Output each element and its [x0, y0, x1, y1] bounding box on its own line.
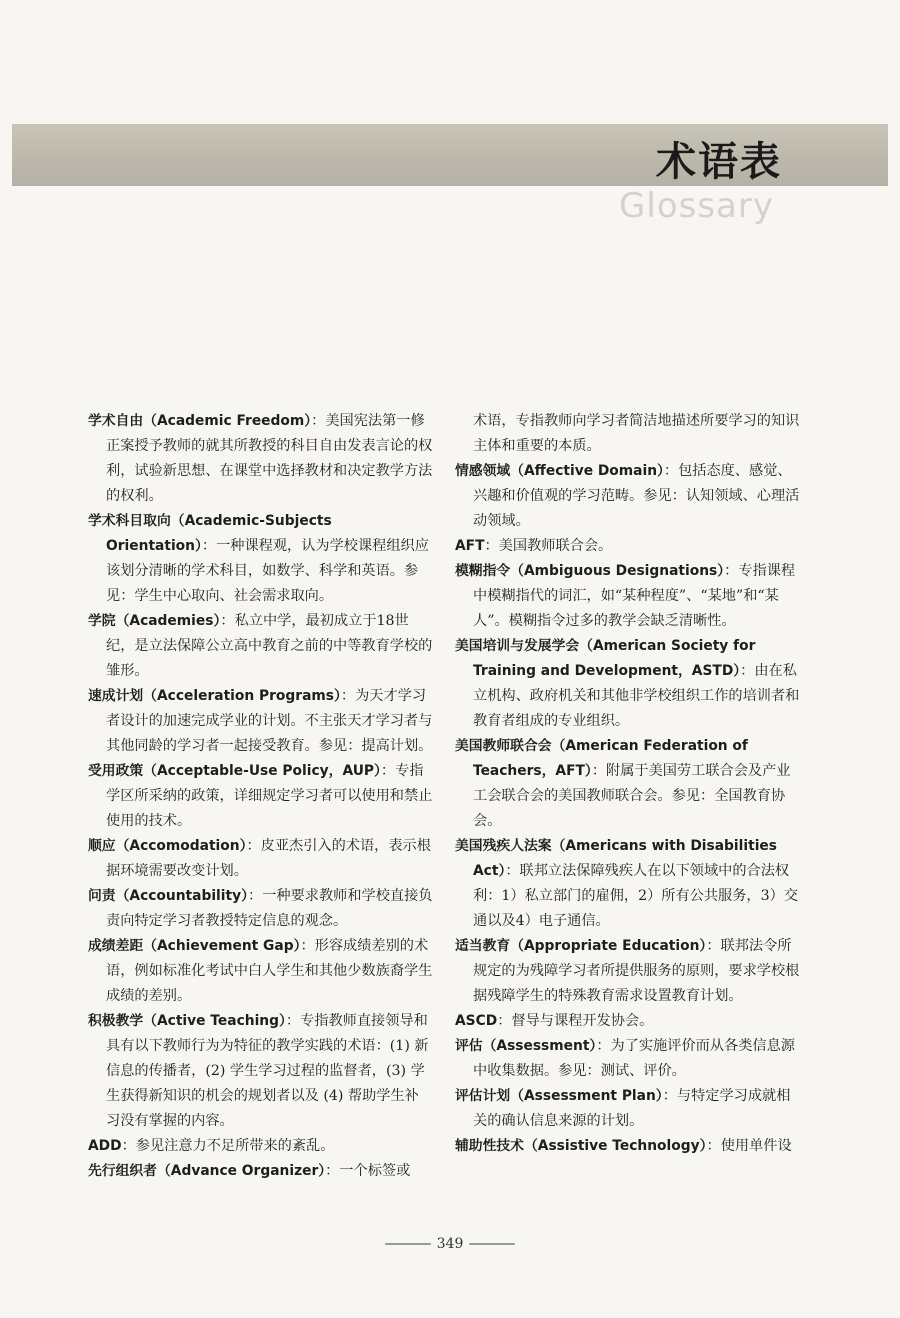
glossary-term: 受用政策（Acceptable-Use Policy，AUP）	[88, 763, 381, 779]
ornament-right	[469, 1243, 515, 1245]
glossary-definition: ：督导与课程开发协会。	[497, 1013, 654, 1029]
ornament-left	[385, 1243, 431, 1245]
glossary-entry	[455, 1084, 800, 1134]
glossary-column-right	[455, 409, 800, 1159]
glossary-entry	[455, 1034, 800, 1084]
page-number-footer	[0, 1236, 900, 1252]
glossary-entry	[455, 934, 800, 1009]
glossary-entry	[88, 609, 433, 684]
glossary-term: 学术科目取向（Academic-Subjects Orientation）	[88, 513, 332, 554]
glossary-entry	[88, 1009, 433, 1134]
glossary-term: 顺应（Accomodation）	[88, 838, 247, 854]
glossary-entry	[455, 559, 800, 634]
glossary-definition: ：一个标签或	[325, 1163, 411, 1179]
glossary-definition: ：参见注意力不足所带来的紊乱。	[121, 1138, 335, 1154]
glossary-entry	[88, 409, 433, 509]
glossary-definition: ：与特定学习成就相关的确认信息来源的计划。	[473, 1088, 791, 1129]
glossary-entry	[455, 1134, 800, 1159]
glossary-definition: ：形容成绩差别的术语，例如标准化考试中白人学生和其他少数族裔学生成绩的差别。	[106, 938, 433, 1004]
glossary-definition: ：联邦立法保障残疾人在以下领域中的合法权利：1）私立部门的雇佣，2）所有公共服务，3）交通以及4）电子通信。	[473, 863, 799, 929]
page-subtitle: Glossary	[619, 186, 774, 226]
glossary-definition: ：私立中学，最初成立于18世纪，是立法保障公立高中教育之前的中等教育学校的雏形。	[106, 613, 433, 679]
glossary-term: 积极教学（Active Teaching）	[88, 1013, 286, 1029]
glossary-entry	[88, 509, 433, 609]
glossary-entry	[455, 634, 800, 734]
glossary-entry	[455, 1009, 800, 1034]
glossary-entry	[88, 834, 433, 884]
glossary-entry	[88, 1134, 433, 1159]
page-number: 349	[436, 1236, 464, 1252]
glossary-definition: ：包括态度、感觉、兴趣和价值观的学习范畴。参见：认知领域、心理活动领域。	[473, 463, 800, 529]
glossary-column-left	[88, 409, 433, 1184]
glossary-term: 模糊指令（Ambiguous Designations）	[455, 563, 725, 579]
glossary-definition: ：美国宪法第一修正案授予教师的就其所教授的科目自由发表言论的权利，试验新思想、在课堂中选择教材和决定教学方法的权利。	[106, 413, 433, 504]
glossary-definition: ：由在私立机构、政府机关和其他非学校组织工作的培训者和教育者组成的专业组织。	[473, 663, 800, 729]
glossary-definition: ：美国教师联合会。	[484, 538, 613, 554]
glossary-definition: ：一种要求教师和学校直接负责向特定学习者教授特定信息的观念。	[106, 888, 433, 929]
glossary-definition: ：皮亚杰引入的术语，表示根据环境需要改变计划。	[106, 838, 431, 879]
glossary-entry	[455, 734, 800, 834]
glossary-definition: ：附属于美国劳工联合会及产业工会联合会的美国教师联合会。参见：全国教育协会。	[473, 763, 791, 829]
glossary-term: 评估计划（Assessment Plan）	[455, 1088, 663, 1104]
glossary-definition: ：联邦法令所规定的为残障学习者所提供服务的原则，要求学校根据残障学生的特殊教育需求设置教育计划。	[473, 938, 800, 1004]
glossary-term: 成绩差距（Achievement Gap）	[88, 938, 301, 954]
glossary-term: 学院（Academies）	[88, 613, 221, 629]
glossary-term: ADD	[88, 1138, 122, 1154]
glossary-term: 问责（Accountability）	[88, 888, 249, 904]
glossary-term: 辅助性技术（Assistive Technology）	[455, 1138, 707, 1154]
glossary-entry	[88, 684, 433, 759]
glossary-entry	[455, 834, 800, 934]
glossary-entry	[88, 934, 433, 1009]
page-title: 术语表	[656, 139, 782, 185]
glossary-continuation: 术语，专指教师向学习者简洁地描述所要学习的知识主体和重要的本质。	[473, 413, 800, 454]
glossary-definition: ：专指课程中模糊指代的词汇，如“某种程度”、“某地”和“某人”。模糊指令过多的教学会缺乏清晰性。	[473, 563, 796, 629]
glossary-definition: ：为了实施评价而从各类信息源中收集数据。参见：测试、评价。	[473, 1038, 795, 1079]
glossary-term: 美国教师联合会（American Federation of Teachers，AFT）	[455, 738, 748, 779]
glossary-definition: ：使用单件设	[706, 1138, 792, 1154]
glossary-term: 情感领域（Affective Domain）	[455, 463, 664, 479]
glossary-term: ASCD	[455, 1013, 498, 1029]
glossary-term: 适当教育（Appropriate Education）	[455, 938, 707, 954]
glossary-entry	[455, 459, 800, 534]
glossary-term: 美国培训与发展学会（American Society for Training and Development，ASTD）	[455, 638, 756, 679]
glossary-term: 评估（Assessment）	[455, 1038, 597, 1054]
glossary-term: 速成计划（Acceleration Programs）	[88, 688, 341, 704]
glossary-definition: ：专指教师直接领导和具有以下教师行为为特征的教学实践的术语：(1) 新信息的传播者，(2) 学生学习过程的监督者，(3) 学生获得新知识的机会的规划者以及 (4) 帮助学生补习没有掌握的内容。	[106, 1013, 429, 1129]
glossary-term: AFT	[455, 538, 485, 554]
glossary-entry	[88, 1159, 433, 1184]
glossary-entry	[455, 534, 800, 559]
glossary-definition: ：一种课程观，认为学校课程组织应该划分清晰的学术科目，如数学、科学和英语。参见：学生中心取向、社会需求取向。	[106, 538, 429, 604]
glossary-term: 美国残疾人法案（Americans with Disabilities Act）	[455, 838, 778, 879]
glossary-definition: ：为天才学习者设计的加速完成学业的计划。不主张天才学习者与其他同龄的学习者一起接受教育。参见：提高计划。	[106, 688, 433, 754]
glossary-entry	[88, 759, 433, 834]
glossary-entry	[88, 884, 433, 934]
glossary-term: 先行组织者（Advance Organizer）	[88, 1163, 326, 1179]
glossary-term: 学术自由（Academic Freedom）	[88, 413, 312, 429]
glossary-definition: ：专指学区所采纳的政策，详细规定学习者可以使用和禁止使用的技术。	[106, 763, 433, 829]
